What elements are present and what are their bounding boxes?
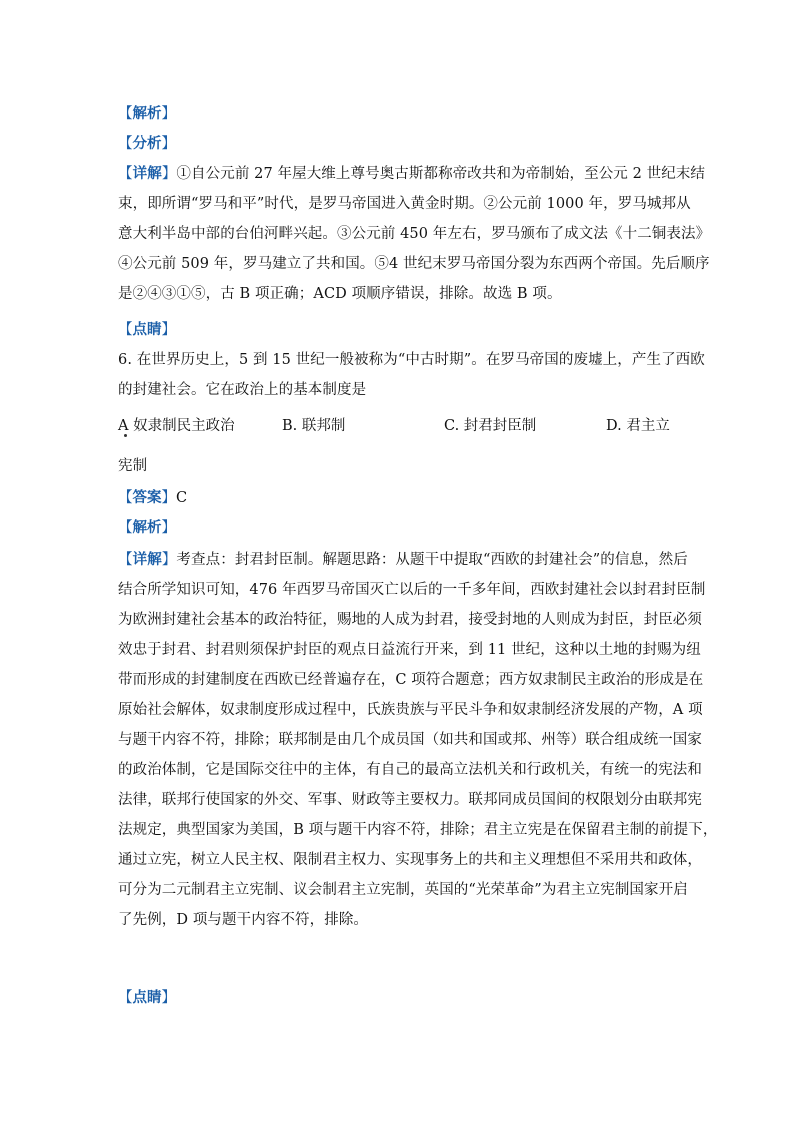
detail-2-line-10: 法规定，典型国家为美国，B 项与题干内容不符，排除；君主立宪是在保留君主制的前提下， (118, 822, 718, 838)
tag-label: 详解 (132, 551, 162, 568)
detail-text: ①自公元前 27 年屋大维上尊号奥古斯都称帝改共和为帝制始，至公元 2 世纪末结 (176, 166, 706, 182)
detail-1-line-2: 束，即所谓“罗马和平”时代，是罗马帝国进入黄金时期。②公元前 1000 年，罗马城邦从 (118, 196, 691, 212)
detail-2-line-2: 结合所学知识可知，476 年西罗马帝国灭亡以后的一千多年间，西欧封建社会以封君封臣制 (118, 582, 706, 598)
detail-1-line-5: 是②④③①⑤，古 B 项正确；ACD 项顺序错误，排除。故选 B 项。 (118, 286, 562, 302)
close-bracket: 】 (161, 166, 177, 182)
open-bracket: 【 (118, 490, 133, 506)
options-row (118, 416, 678, 436)
detail-2-line-13: 了先例，D 项与题干内容不符，排除。 (118, 912, 369, 928)
open-bracket: 【 (118, 166, 133, 182)
open-bracket: 【 (118, 552, 133, 568)
detail-2-line-12: 可分为二元制君主立宪制、议会制君主立宪制，英国的“光荣革命”为君主立宪制国家开启 (118, 882, 688, 898)
stray-dot (124, 434, 127, 437)
tag-label: 点睛 (132, 321, 162, 338)
detail-1-line-4: ④公元前 509 年，罗马建立了共和国。⑤4 世纪末罗马帝国分裂为东西两个帝国。先后顺序 (118, 256, 710, 272)
close-bracket: 】 (161, 552, 177, 568)
question-line-2: 的封建社会。它在政治上的基本制度是 (118, 382, 367, 398)
analysis-heading-1 (118, 104, 176, 124)
tag-label: 分析 (132, 135, 162, 152)
detail-2-line-4: 效忠于封君、封君则须保护封臣的观点日益流行开来，到 11 世纪，这种以土地的封赐为纽 (118, 642, 701, 658)
option-c: C. 封君封臣制 (444, 418, 537, 434)
analysis-heading-2 (118, 518, 176, 538)
tag-label: 详解 (132, 165, 162, 182)
close-bracket: 】 (161, 990, 176, 1006)
open-bracket: 【 (118, 990, 133, 1006)
question-line-1: 6. 在世界历史上，5 到 15 世纪一般被称为“中古时期”。在罗马帝国的废墟上，产生了西欧 (118, 352, 705, 368)
detail-heading-1 (118, 165, 176, 182)
tag-label: 点睛 (132, 989, 162, 1006)
answer-heading (118, 488, 187, 508)
detail-2-line-7: 与题干内容不符，排除；联邦制是由几个成员国（如共和国或邦、州等）联合组成统一国家 (118, 732, 702, 748)
detail-2-line-5: 带而形成的封建制度在西欧已经普遍存在，C 项符合题意；西方奴隶制民主政治的形成是在 (118, 672, 704, 688)
remark-heading-2 (118, 988, 176, 1008)
detail-2-line-9: 法律，联邦行使国家的外交、军事、财政等主要权力。联邦同成员国间的权限划分由联邦宪 (118, 792, 702, 808)
breakdown-heading (118, 134, 176, 154)
detail-2-line-6: 原始社会解体，奴隶制度形成过程中，氏族贵族与平民斗争和奴隶制经济发展的产物，A 项 (118, 702, 703, 718)
detail-1-line-3: 意大利半岛中部的台伯河畔兴起。③公元前 450 年左右，罗马颁布了成文法《十二铜表法》 (118, 226, 711, 242)
answer-value: C (176, 490, 188, 506)
tag-label: 答案 (132, 489, 162, 506)
option-b: B. 联邦制 (282, 418, 346, 434)
close-bracket: 】 (161, 136, 176, 152)
close-bracket: 】 (161, 520, 176, 536)
tag-label: 解析 (132, 105, 162, 122)
detail-1-line-1 (118, 164, 706, 184)
detail-2-line-8: 的政治体制，它是国际交往中的主体，有自己的最高立法机关和行政机关，有统一的宪法和 (118, 762, 702, 778)
open-bracket: 【 (118, 106, 133, 122)
open-bracket: 【 (118, 322, 133, 338)
close-bracket: 】 (161, 106, 176, 122)
detail-2-line-3: 为欧洲封建社会基本的政治特征，赐地的人成为封君，接受封地的人则成为封臣，封臣必须 (118, 612, 702, 628)
detail-heading-2 (118, 551, 176, 568)
detail-2-line-11: 通过立宪，树立人民主权、限制君主权力、实现事务上的共和主义理想但不采用共和政体， (118, 852, 702, 868)
open-bracket: 【 (118, 136, 133, 152)
option-a: A 奴隶制民主政治 (118, 418, 235, 434)
option-d: D. 君主立 (606, 418, 670, 434)
tag-label: 解析 (132, 519, 162, 536)
close-bracket: 】 (161, 490, 176, 506)
option-d-continuation: 宪制 (118, 458, 148, 474)
open-bracket: 【 (118, 520, 133, 536)
detail-text: 考查点：封君封臣制。解题思路：从题干中提取“西欧的封建社会”的信息，然后 (176, 552, 688, 568)
remark-heading-1 (118, 320, 176, 340)
close-bracket: 】 (161, 322, 176, 338)
detail-2-line-1 (118, 550, 688, 570)
